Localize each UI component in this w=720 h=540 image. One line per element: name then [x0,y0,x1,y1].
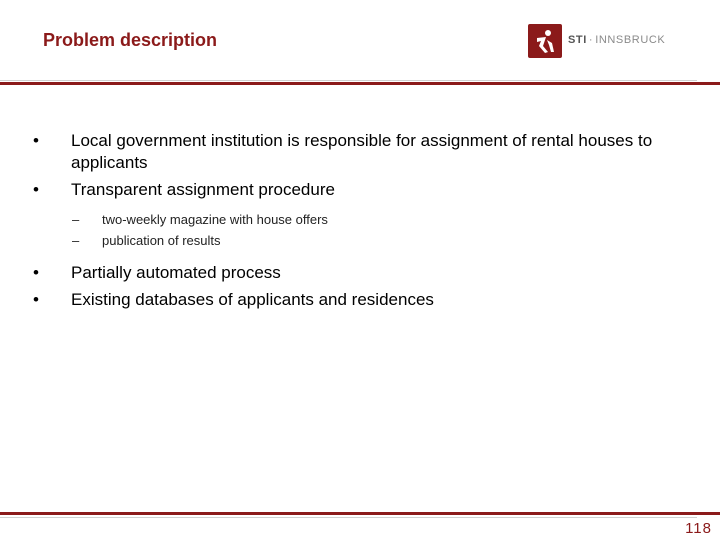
bullet-item [30,289,670,311]
header-thin-rule [0,80,697,81]
logo-brand: STI [568,34,587,46]
sti-person-icon [528,24,562,58]
logo-separator: · [588,34,594,46]
slide-title: Problem description [43,30,218,50]
sub-bullet-text: publication of results [102,233,221,248]
logo-location: INNSBRUCK [595,34,666,46]
bullet-item [30,179,670,201]
sub-bullet-list [30,211,670,250]
bullet-item [30,262,670,284]
sub-bullet-item [30,232,670,250]
sub-bullet-marker: – [72,233,80,248]
bullet-marker: • [33,263,39,282]
bullet-list [30,130,670,316]
sub-bullet-item [30,211,670,229]
page-number: 118 [685,520,712,537]
sub-bullet-marker: – [72,212,80,227]
logo-wordmark [568,34,665,46]
header-rule [0,82,720,85]
bullet-text: Partially automated process [71,263,281,282]
bullet-text: Transparent assignment procedure [71,180,335,199]
sub-bullet-text: two-weekly magazine with house offers [102,212,328,227]
footer-rule [0,512,720,515]
footer-thin-rule [0,517,697,518]
bullet-marker: • [33,290,39,309]
bullet-item [30,130,670,174]
bullet-text: Existing databases of applicants and residences [71,290,434,309]
bullet-text: Local government institution is responsible for assignment of rental houses to applicants [71,131,653,172]
bullet-marker: • [33,180,39,199]
bullet-marker: • [33,131,39,150]
